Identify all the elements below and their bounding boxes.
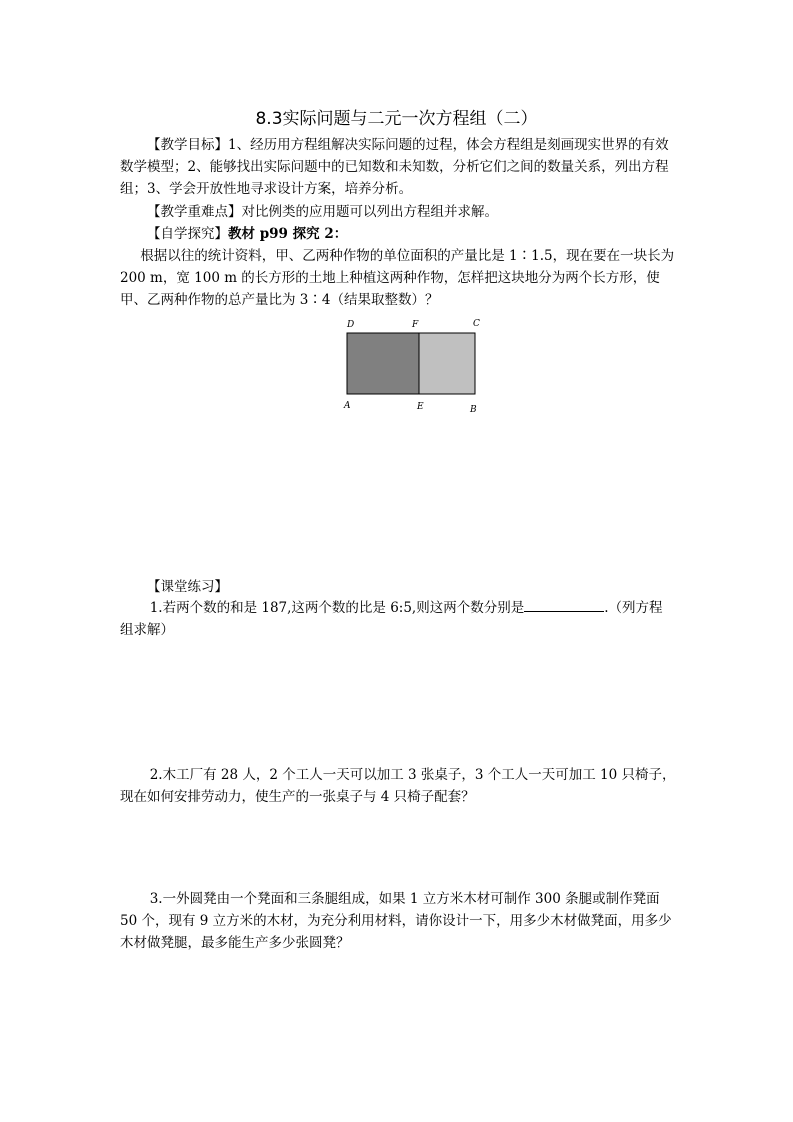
- field-right-region: [419, 333, 475, 394]
- practice-heading: 【课堂练习】: [147, 579, 228, 595]
- q1-text-before: 1.若两个数的和是 187,这两个数的比是 6:5,则这两个数分别是: [149, 600, 525, 616]
- label-F: F: [412, 320, 419, 330]
- self-study-source: 教材 p99 探究 2：: [228, 226, 348, 242]
- label-C: C: [473, 319, 480, 329]
- field-left-region: [347, 333, 419, 394]
- teaching-objectives: [120, 134, 676, 200]
- self-study-label: 【自学探究】: [147, 226, 228, 242]
- self-study: [120, 223, 676, 245]
- label-A: A: [344, 401, 351, 411]
- practice-question-1: [120, 597, 676, 641]
- practice-question-3: 3.一外圆凳由一个凳面和三条腿组成，如果 1 立方米木材可制作 300 条腿或制作凳面 50 个，现有 9 立方米的木材，为充分利用材料，请你设计一下，用多少木材做凳面，用多少木材做凳腿，最多能生产多少张圆凳？: [120, 891, 672, 951]
- field-diagram: [340, 316, 490, 416]
- answer-blank[interactable]: [524, 599, 604, 612]
- key-points: [120, 201, 676, 223]
- label-E: E: [417, 402, 424, 412]
- page-title: 8.3实际问题与二元一次方程组（二）: [255, 109, 538, 129]
- label-B: B: [470, 405, 477, 415]
- q1-text-after: .（列方程组求解）: [120, 600, 663, 638]
- objectives-label: 【教学目标】: [147, 137, 228, 153]
- key-points-label: 【教学重难点】: [147, 204, 242, 220]
- key-points-text: 对比例类的应用题可以列出方程组并求解。: [241, 204, 498, 220]
- label-D: D: [347, 320, 355, 330]
- problem-text: 根据以往的统计资料，甲、乙两种作物的单位面积的产量比是 1∶1.5，现在要在一块长为 200 m，宽 100 m 的长方形的土地上种植这两种作物，怎样把这块地分为两个长方形，使甲、乙两种作物的总产量比为 3∶4（结果取整数）？: [120, 248, 675, 308]
- practice-question-2: 2.木工厂有 28 人，2 个工人一天可以加工 3 张桌子，3 个工人一天可加工 10 只椅子，现在如何安排劳动力，使生产的一张桌子与 4 只椅子配套？: [120, 767, 676, 805]
- objectives-text: 1、经历用方程组解决实际问题的过程，体会方程组是刻画现实世界的有效数学模型；2、能够找出实际问题中的已知数和未知数，分析它们之间的数量关系，列出方程组；3、学会开放性地寻求设计方案，培养分析。: [120, 137, 669, 197]
